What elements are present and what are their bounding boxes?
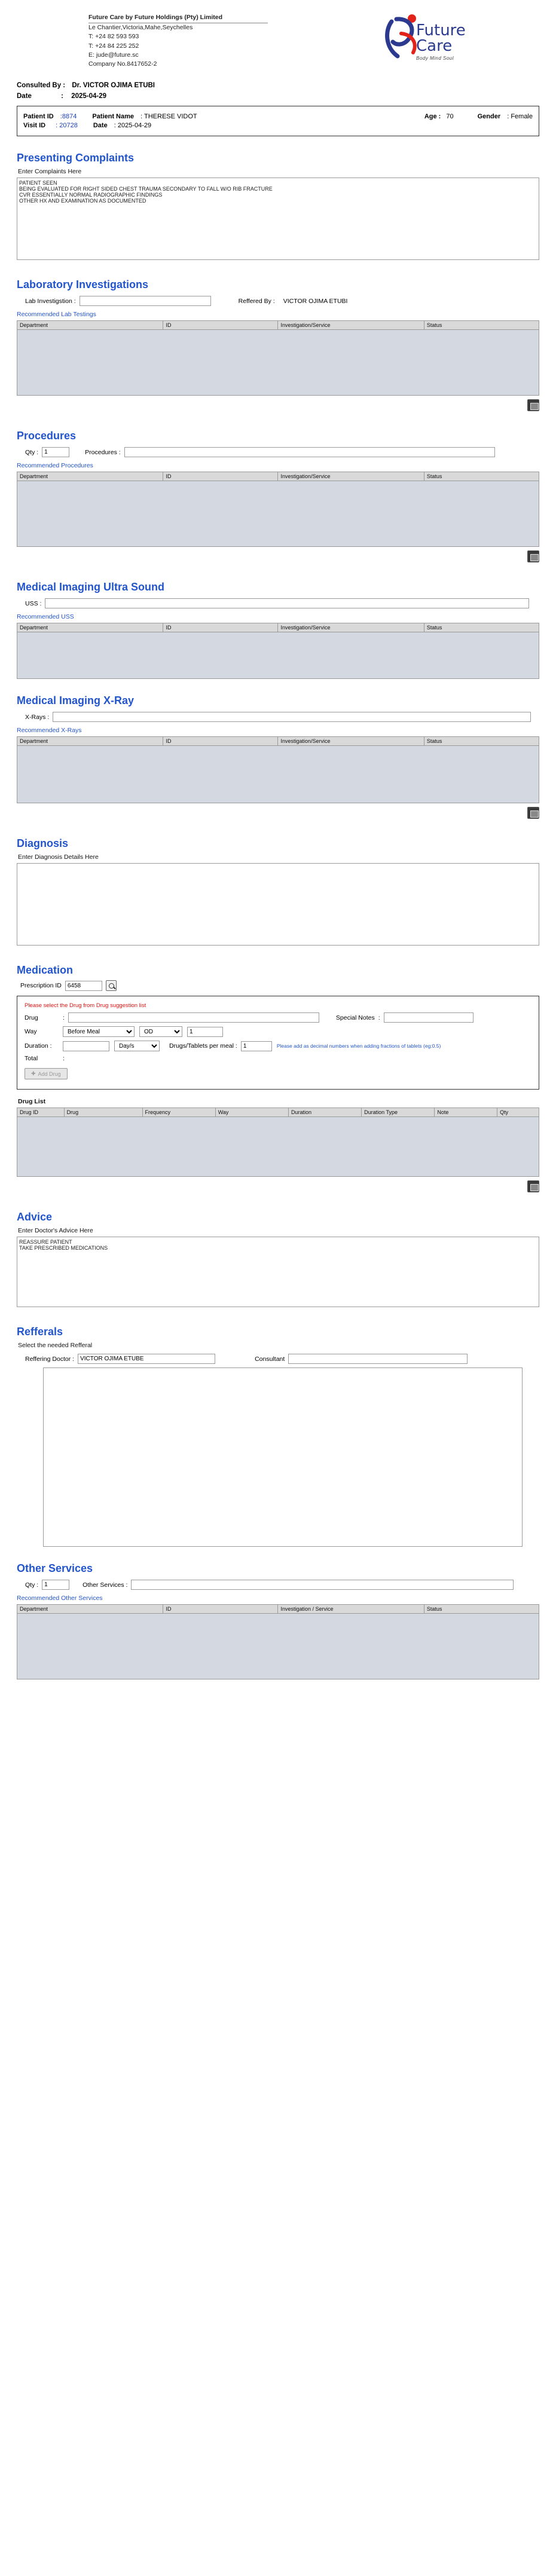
way-qty-input[interactable] (187, 1027, 223, 1037)
search-icon[interactable] (106, 980, 117, 991)
col-service: Investigation/Service (278, 321, 424, 330)
table-header-row (17, 1108, 539, 1117)
col-department: Department (17, 623, 163, 632)
duration-input[interactable] (63, 1041, 109, 1051)
prescription-id-input[interactable] (65, 981, 102, 991)
per-meal-label: Drugs/Tablets per meal : (169, 1042, 237, 1050)
clinic-tel1: T: +24 82 593 593 (88, 33, 139, 41)
consultation-date-row (17, 93, 539, 100)
other-services-qty-label: Qty : (25, 1581, 39, 1589)
company-name: Future Care by Future Holdings (Pty) Limited (88, 13, 268, 23)
patient-info-row-2 (23, 122, 533, 129)
add-drug-button[interactable] (25, 1068, 68, 1079)
xray-table-body[interactable] (17, 746, 539, 803)
col-duration: Duration (288, 1108, 361, 1117)
clinic-tel2: T: +24 84 225 252 (88, 42, 139, 50)
other-services-input[interactable] (131, 1580, 514, 1590)
frequency-select[interactable] (139, 1026, 182, 1037)
section-title-medication: Medication (17, 964, 74, 977)
col-status: Status (424, 472, 539, 481)
drug-row: Drug : Special Notes : (25, 1012, 531, 1023)
lab-reco-label: Recommended Lab Testings (17, 311, 96, 319)
logo-text-future: Future (416, 22, 466, 39)
date-separator: : (61, 93, 63, 100)
drug-list-table (17, 1108, 539, 1177)
drug-label: Drug (25, 1014, 38, 1021)
col-service: Investigation / Service (278, 1605, 424, 1614)
other-services-table-body[interactable] (17, 1614, 539, 1679)
table-header-row (17, 472, 539, 481)
section-title-advice: Advice (17, 1211, 53, 1223)
col-qty: Qty (497, 1108, 539, 1117)
uss-input[interactable] (45, 598, 529, 608)
visit-id-label: Visit ID (23, 122, 46, 130)
procedures-table-body[interactable] (17, 481, 539, 547)
lab-investigation-label: Lab Investigstion : (25, 297, 76, 305)
other-services-reco-label: Recommended Other Services (17, 1595, 103, 1602)
printer-icon[interactable] (527, 550, 539, 562)
patient-id-value: :8874 (60, 113, 77, 121)
col-service: Investigation/Service (278, 472, 424, 481)
advice-sublabel: Enter Doctor's Advice Here (18, 1227, 93, 1235)
consultant-input[interactable] (288, 1354, 468, 1364)
company-number: Company No.8417652-2 (88, 60, 157, 68)
clinic-email: E: jude@future.sc (88, 51, 139, 59)
section-title-other-services: Other Services (17, 1562, 93, 1575)
patient-name-value: : THERESE VIDOT (140, 113, 197, 121)
prescription-id-label: Prescription ID (20, 982, 62, 990)
col-department: Department (17, 321, 163, 330)
col-frequency: Frequency (142, 1108, 215, 1117)
referring-doctor-input[interactable] (78, 1354, 215, 1364)
way-label: Way (25, 1028, 37, 1036)
col-status: Status (424, 1605, 539, 1614)
section-title-complaints: Presenting Complaints (17, 152, 135, 164)
col-department: Department (17, 472, 163, 481)
col-id: ID (163, 321, 278, 330)
col-duration-type: Duration Type (362, 1108, 435, 1117)
section-title-lab: Laboratory Investigations (17, 279, 149, 291)
uss-reco-label: Recommended USS (17, 613, 74, 621)
col-department: Department (17, 737, 163, 746)
logo-tagline: Body Mind Soul (416, 56, 454, 61)
special-notes-label: Special Notes (335, 1014, 375, 1021)
xray-reco-label: Recommended X-Rays (17, 727, 82, 735)
procedures-qty-input[interactable] (42, 447, 69, 457)
col-department: Department (17, 1605, 163, 1614)
complaints-textarea[interactable] (17, 178, 539, 260)
procedures-reco-label: Recommended Procedures (17, 462, 93, 470)
referrals-list-area[interactable] (43, 1367, 523, 1547)
clinic-address: Le Chantier,Victoria,Mahe,Seychelles (88, 24, 193, 32)
procedures-table (17, 472, 539, 547)
patient-info-bar (17, 106, 539, 136)
diagnosis-sublabel: Enter Diagnosis Details Here (18, 853, 99, 861)
patient-age-value: 70 (446, 113, 454, 121)
table-header-row (17, 321, 539, 330)
other-services-qty-input[interactable] (42, 1580, 69, 1590)
uss-table (17, 623, 539, 679)
patient-name-label: Patient Name (92, 113, 135, 121)
other-services-label: Other Services : (83, 1581, 128, 1589)
col-status: Status (424, 321, 539, 330)
col-status: Status (424, 737, 539, 746)
xray-input[interactable] (53, 712, 531, 722)
col-note: Note (435, 1108, 497, 1117)
col-service: Investigation/Service (278, 623, 424, 632)
col-id: ID (163, 623, 278, 632)
lab-results-table (17, 320, 539, 396)
procedures-label: Procedures : (85, 448, 121, 456)
total-label: Total (25, 1055, 38, 1063)
procedures-qty-label: Qty : (25, 448, 39, 456)
drug-list-body[interactable] (17, 1117, 539, 1177)
patient-gender-value: : Female (507, 113, 533, 121)
section-title-referrals: Refferals (17, 1326, 63, 1338)
col-id: ID (163, 1605, 278, 1614)
table-header-row (17, 737, 539, 746)
decimal-hint: Please add as decimal numbers when adding fractions of tablets (eg:0.5) (276, 1043, 441, 1050)
section-title-diagnosis: Diagnosis (17, 837, 69, 850)
section-title-procedures: Procedures (17, 430, 77, 442)
way-select[interactable] (63, 1026, 135, 1037)
xray-table (17, 736, 539, 803)
per-meal-input[interactable] (241, 1041, 272, 1051)
lab-referred-by-label: Reffered By : (238, 297, 275, 305)
date-label: Date (17, 93, 32, 100)
section-title-uss: Medical Imaging Ultra Sound (17, 581, 165, 593)
col-service: Investigation/Service (278, 737, 424, 746)
table-header-row (17, 1605, 539, 1614)
procedures-input[interactable] (124, 447, 495, 457)
way-row (25, 1026, 531, 1037)
referrals-sublabel: Select the needed Refferal (18, 1342, 93, 1350)
duration-row (25, 1041, 531, 1051)
lab-investigation-input[interactable] (80, 296, 211, 306)
referring-doctor-label: Reffering Doctor : (25, 1355, 75, 1363)
col-drug: Drug (64, 1108, 142, 1117)
visit-date-value: : 2025-04-29 (114, 122, 152, 130)
col-drug-id: Drug ID (17, 1108, 65, 1117)
consultant-label: Consultant (255, 1355, 285, 1363)
col-id: ID (163, 737, 278, 746)
consulted-by-label: Consulted By : (17, 82, 66, 90)
patient-id-label: Patient ID (23, 113, 54, 121)
table-header-row (17, 623, 539, 632)
diagnosis-textarea[interactable] (17, 863, 539, 946)
date-value: 2025-04-29 (71, 93, 107, 100)
visit-date-label: Date (93, 122, 108, 130)
other-services-table (17, 1604, 539, 1679)
visit-id-value: : 20728 (56, 122, 78, 130)
printer-icon[interactable] (527, 1180, 539, 1192)
logo-text-care: Care (416, 37, 453, 55)
add-drug-button-label: Add Drug (38, 1070, 61, 1077)
clinic-logo (352, 13, 483, 65)
medication-entry-panel (17, 996, 539, 1090)
uss-table-body[interactable] (17, 632, 539, 679)
drug-list-label: Drug List (18, 1098, 46, 1106)
col-way: Way (215, 1108, 288, 1117)
total-row: Total : (25, 1055, 65, 1063)
plus-icon: ✚ (31, 1070, 36, 1077)
advice-textarea[interactable] (17, 1237, 539, 1307)
complaints-sublabel: Enter Complaints Here (18, 168, 82, 176)
duration-type-select[interactable] (114, 1041, 160, 1051)
xray-label: X-Rays : (25, 713, 50, 721)
lab-results-body[interactable] (17, 330, 539, 396)
consulting-doctor: Dr. VICTOR OJIMA ETUBI (72, 82, 155, 90)
col-status: Status (424, 623, 539, 632)
clinic-details (17, 13, 316, 69)
patient-info-row-1 (23, 113, 533, 120)
page-header (17, 0, 539, 72)
special-notes-input[interactable] (384, 1012, 473, 1023)
patient-gender-label: Gender (477, 113, 501, 121)
lab-referred-by-value: VICTOR OJIMA ETUBI (283, 297, 348, 305)
duration-label: Duration : (25, 1042, 52, 1050)
consulted-by-row (17, 82, 539, 89)
drug-selection-warning: Please select the Drug from Drug suggestion list (25, 1002, 146, 1009)
patient-age-label: Age : (424, 113, 441, 121)
printer-icon[interactable] (527, 399, 539, 411)
uss-label: USS : (25, 599, 42, 607)
section-title-xray: Medical Imaging X-Ray (17, 695, 135, 707)
printer-icon[interactable] (527, 807, 539, 819)
drug-input[interactable] (68, 1012, 319, 1023)
col-id: ID (163, 472, 278, 481)
